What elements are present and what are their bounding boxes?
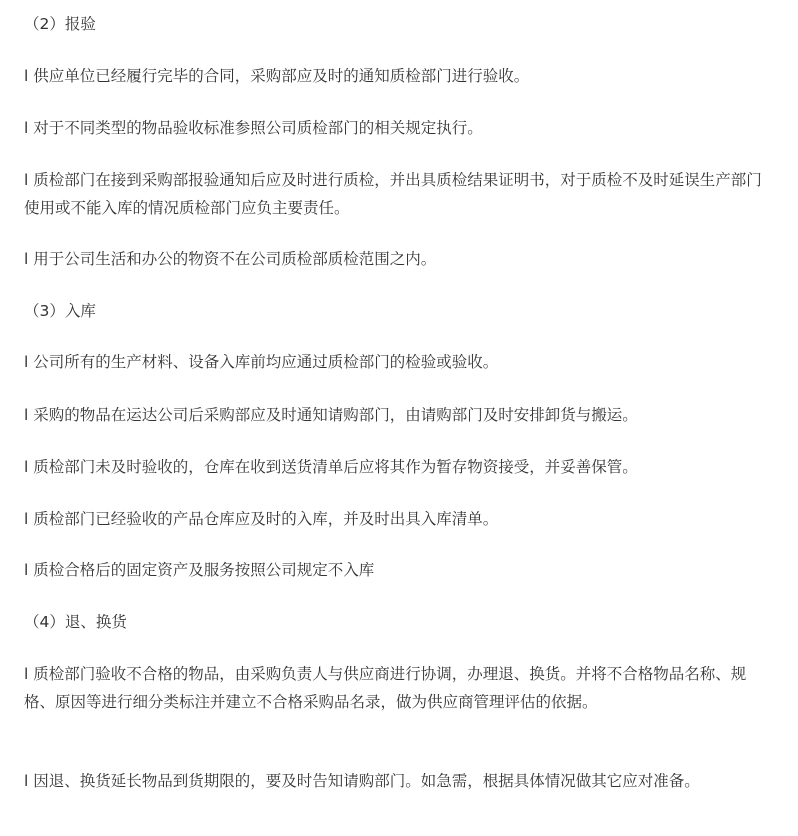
list-item: l 质检部门已经验收的产品仓库应及时的入库，并及时出具入库清单。 bbox=[24, 510, 499, 528]
list-item: l 因退、换货延长物品到货期限的，要及时告知请购部门。如急需，根据具体情况做其它应对准备。 bbox=[24, 772, 700, 790]
list-item: l 公司所有的生产材料、设备入库前均应通过质检部门的检验或验收。 bbox=[24, 353, 499, 371]
section-heading-returns: （4）退、换货 bbox=[24, 613, 127, 631]
list-item: l 质检部门在接到采购部报验通知后应及时进行质检，并出具质检结果证明书，对于质检不及时延误生产部门使用或不能入库的情况质检部门应负主要责任。 bbox=[24, 171, 762, 217]
list-item: l 对于不同类型的物品验收标准参照公司质检部门的相关规定执行。 bbox=[24, 119, 483, 137]
list-item: l 质检合格后的固定资产及服务按照公司规定不入库 bbox=[24, 561, 375, 579]
section-heading-inspection: （2）报验 bbox=[24, 15, 96, 33]
list-item: l 质检部门未及时验收的，仓库在收到送货清单后应将其作为暂存物资接受，并妥善保管。 bbox=[24, 458, 638, 476]
list-item: l 供应单位已经履行完毕的合同，采购部应及时的通知质检部门进行验收。 bbox=[24, 67, 530, 85]
list-item: l 采购的物品在运达公司后采购部应及时通知请购部门，由请购部门及时安排卸货与搬运。 bbox=[24, 406, 638, 424]
list-item: l 质检部门验收不合格的物品，由采购负责人与供应商进行协调，办理退、换货。并将不合格物品名称、规格、原因等进行细分类标注并建立不合格采购品名录，做为供应商管理评估的依据。 bbox=[24, 665, 747, 711]
list-item: l 用于公司生活和办公的物资不在公司质检部质检范围之内。 bbox=[24, 250, 437, 268]
section-heading-warehousing: （3）入库 bbox=[24, 302, 96, 320]
